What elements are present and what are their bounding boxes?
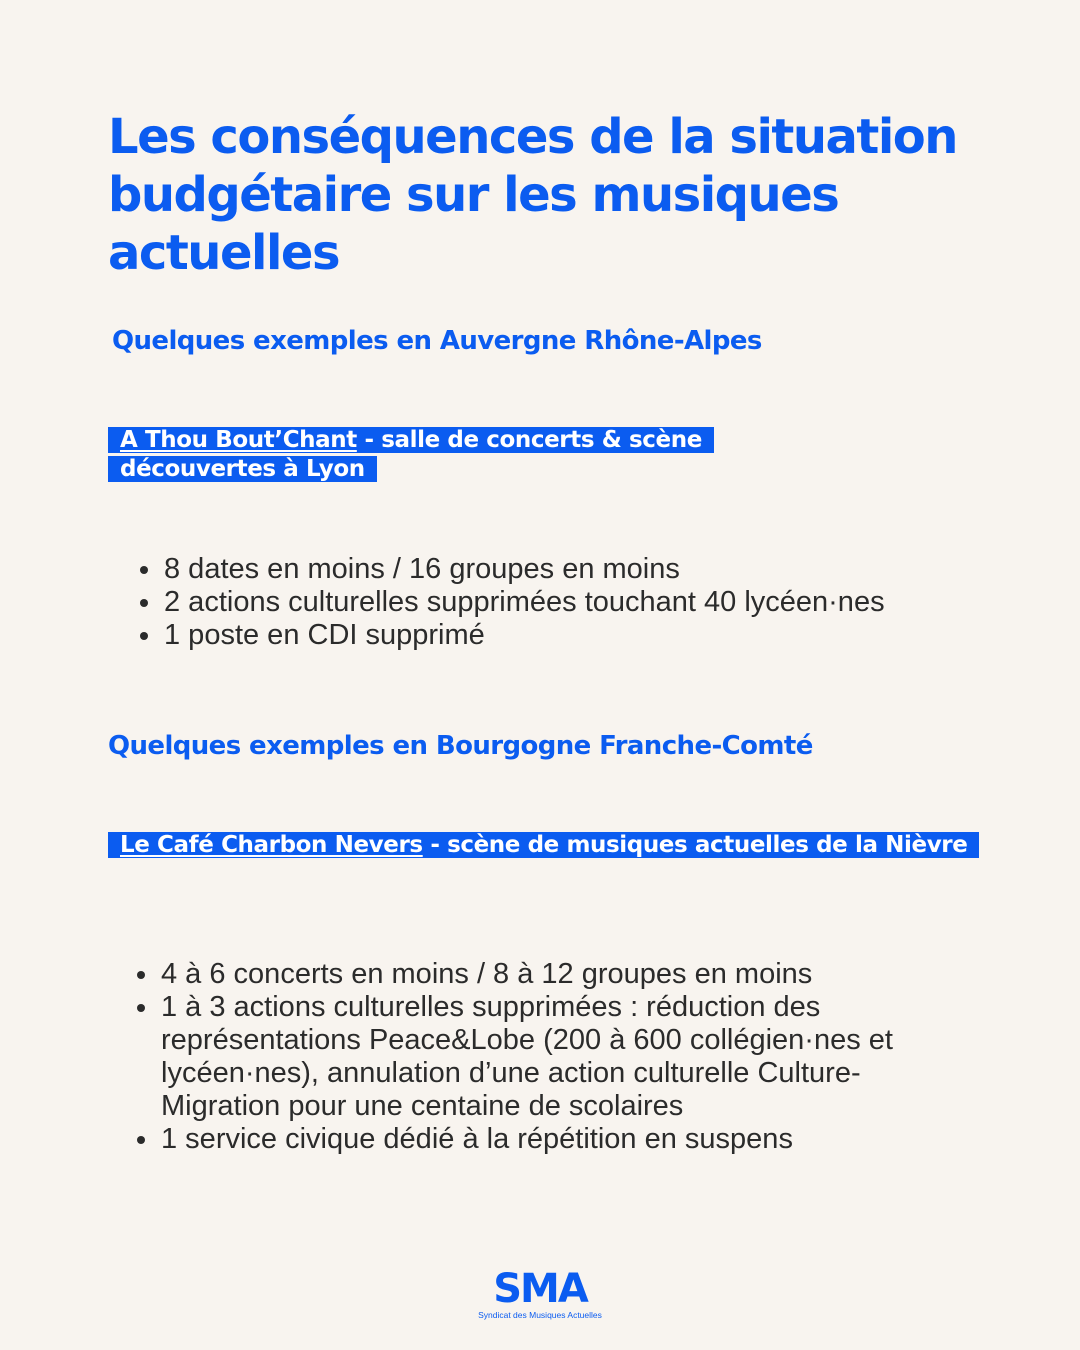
impact-list-thou-bout-chant bbox=[136, 553, 996, 652]
logo-mark: SMA bbox=[493, 1266, 587, 1312]
venue-link-thou-bout-chant[interactable]: A Thou Bout’Chant bbox=[120, 427, 357, 453]
list-item: 1 service civique dédié à la répétition en suspens bbox=[133, 1123, 913, 1156]
region-heading-auvergne: Quelques exemples en Auvergne Rhône-Alpes bbox=[112, 326, 762, 356]
list-item: 8 dates en moins / 16 groupes en moins bbox=[136, 553, 996, 586]
sma-logo bbox=[476, 1268, 604, 1320]
venue-link-cafe-charbon[interactable]: Le Café Charbon Nevers bbox=[120, 832, 423, 858]
logo-subtitle: Syndicat des Musiques Actuelles bbox=[478, 1310, 602, 1320]
list-item: 2 actions culturelles supprimées touchant 40 lycéen·nes bbox=[136, 586, 996, 619]
page-title: Les conséquences de la situation budgétaire sur les musiques actuelles bbox=[108, 109, 957, 281]
list-item: 4 à 6 concerts en moins / 8 à 12 groupes en moins bbox=[133, 958, 913, 991]
venue-description: - scène de musiques actuelles de la Nièvre bbox=[422, 832, 968, 858]
impact-list-cafe-charbon bbox=[133, 958, 913, 1156]
list-item: 1 à 3 actions culturelles supprimées : réduction des représentations Peace&Lobe (200 à 600 collégien·nes et lycéen·nes), annulation d’une action culturelle Culture-Migration pour une centaine de scolaires bbox=[133, 991, 913, 1123]
venue-description: - salle de concerts & scène découvertes à Lyon bbox=[120, 427, 702, 482]
list-item: 1 poste en CDI supprimé bbox=[136, 619, 996, 652]
venue-banner-thou-bout-chant bbox=[108, 426, 798, 484]
venue-banner-cafe-charbon bbox=[108, 831, 988, 860]
region-heading-bourgogne: Quelques exemples en Bourgogne Franche-Comté bbox=[108, 731, 813, 761]
